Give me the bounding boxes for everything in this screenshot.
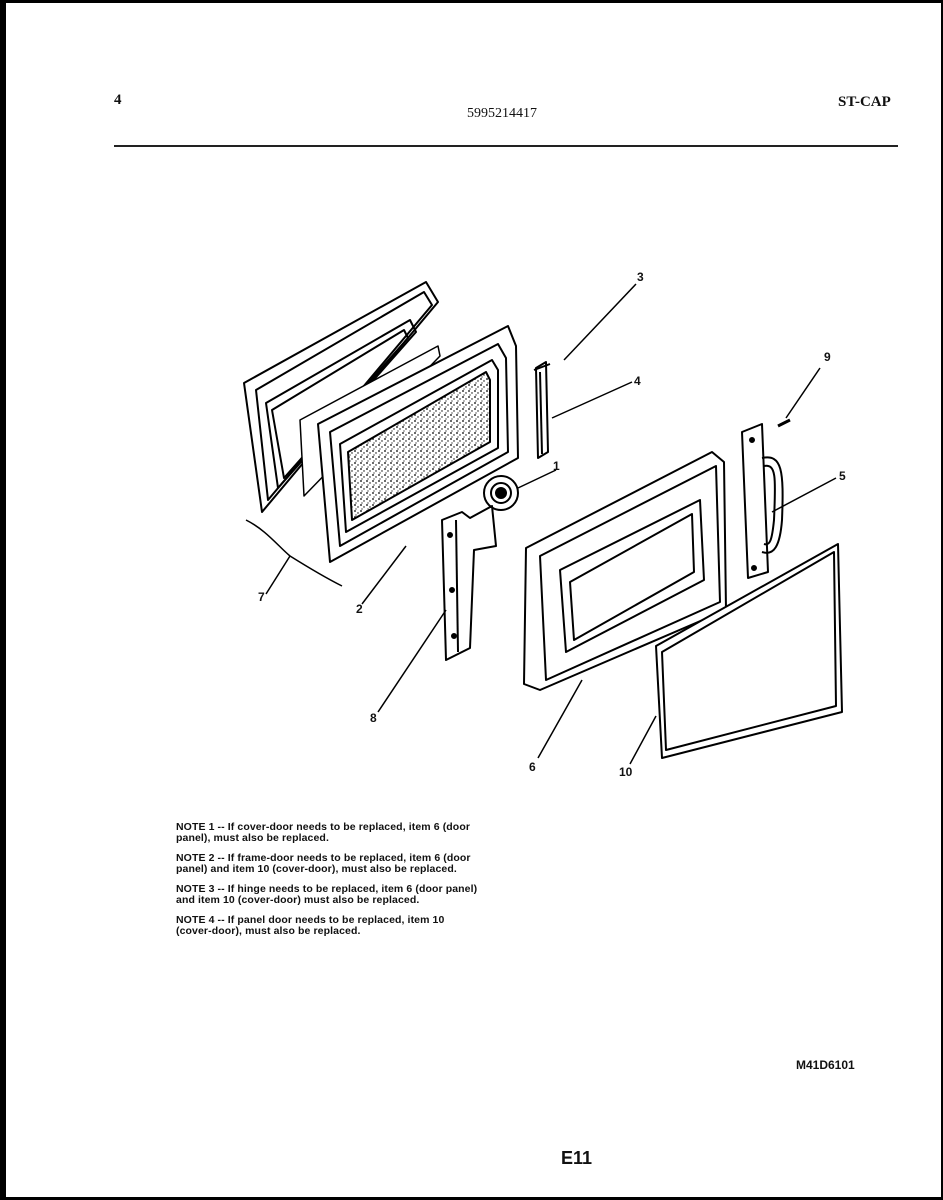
hinge-part-small <box>534 362 550 458</box>
grommet-part <box>484 476 518 510</box>
note-2: NOTE 2 -- If frame-door needs to be replaced, item 6 (door panel) and item 10 (cover-door), must also be replaced. <box>176 852 471 875</box>
callout-6: 6 <box>529 760 536 774</box>
model-code: ST-CAP <box>838 94 891 110</box>
page-number: 4 <box>114 92 122 108</box>
note-4: NOTE 4 -- If panel door needs to be replaced, item 10 (cover-door), must also be replaced. <box>176 914 445 937</box>
callout-7: 7 <box>258 590 265 604</box>
mounting-bracket-part <box>442 506 496 660</box>
callout-1: 1 <box>553 459 560 473</box>
callout-4: 4 <box>634 374 641 388</box>
callout-5: 5 <box>839 469 846 483</box>
callout-3: 3 <box>637 270 644 284</box>
callout-9: 9 <box>824 350 831 364</box>
page-code: E11 <box>561 1148 593 1168</box>
callout-10: 10 <box>619 765 633 779</box>
callout-8: 8 <box>370 711 377 725</box>
notes-block <box>176 822 596 946</box>
door-handle-part <box>742 424 783 578</box>
note-1: NOTE 1 -- If cover-door needs to be replaced, item 6 (door panel), must also be replaced. <box>176 821 471 844</box>
screw-part <box>778 420 790 426</box>
note-3: NOTE 3 -- If hinge needs to be replaced, item 6 (door panel) and item 10 (cover-door) must also be replaced. <box>176 883 478 906</box>
part-number: 5995214417 <box>467 106 537 121</box>
callout-2: 2 <box>356 602 363 616</box>
diagram-code: M41D6101 <box>796 1058 855 1072</box>
